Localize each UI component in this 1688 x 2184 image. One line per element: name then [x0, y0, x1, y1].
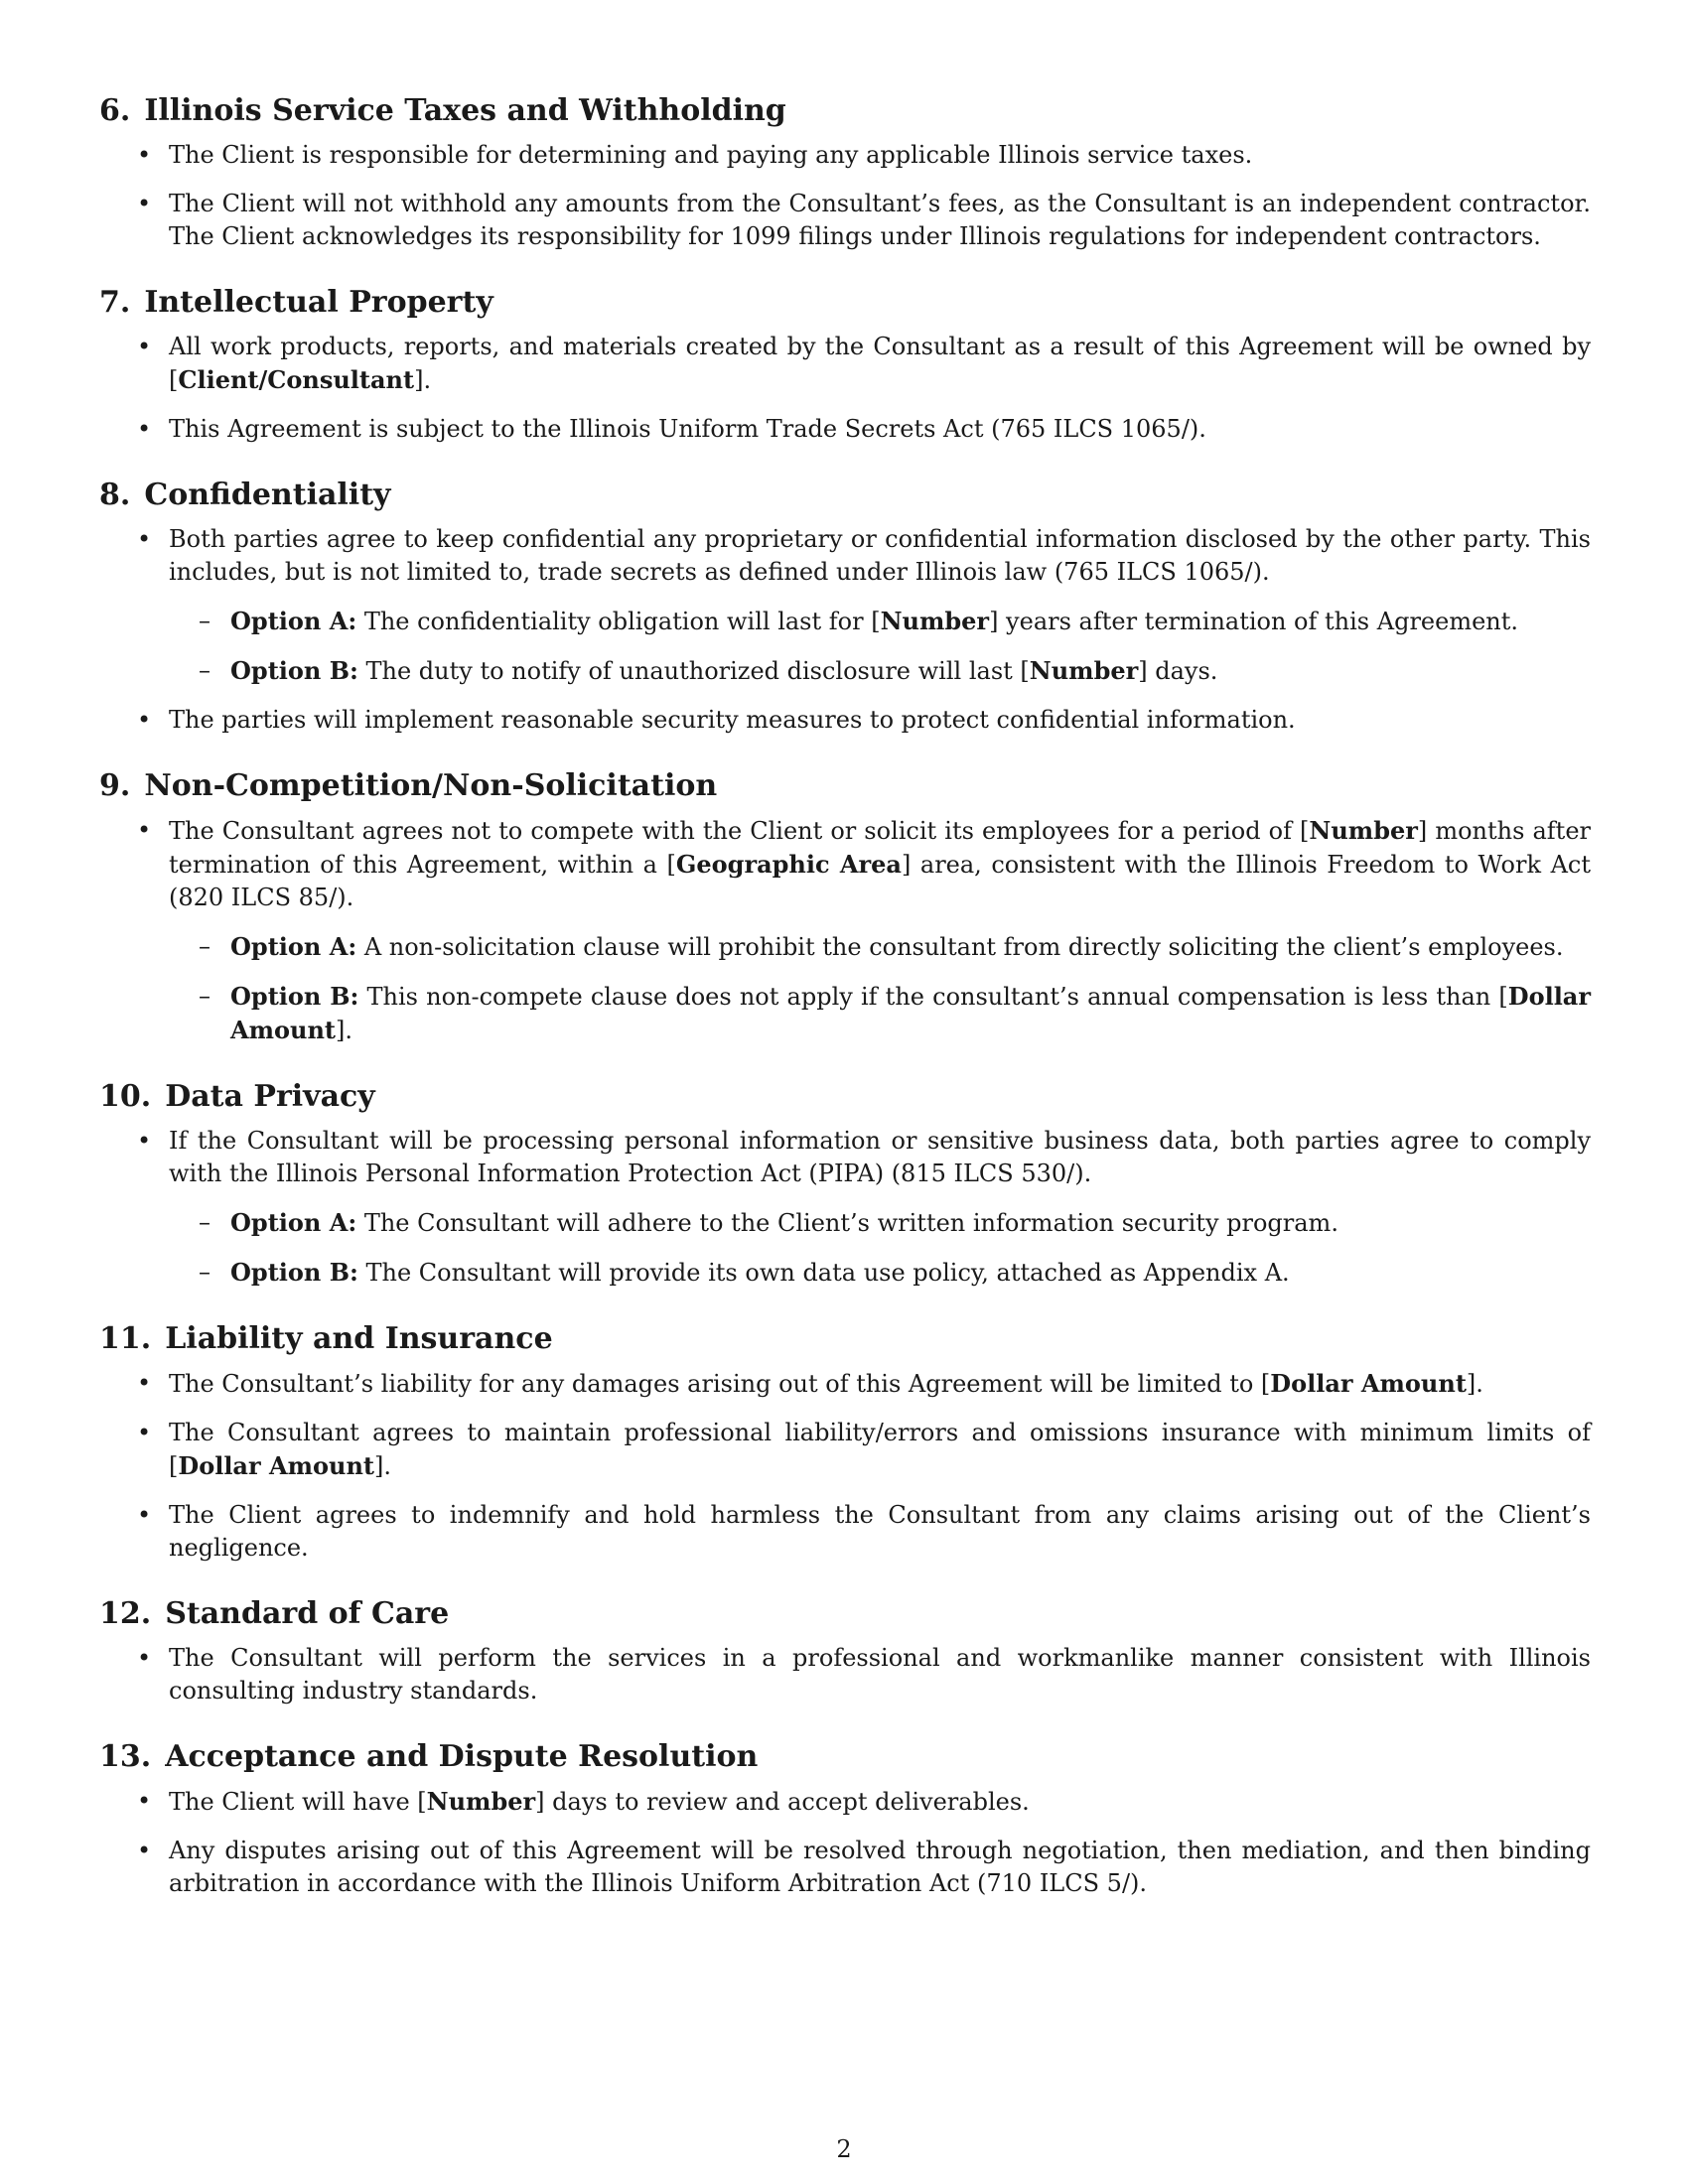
list-item [99, 331, 1591, 397]
section-heading [99, 1594, 1591, 1634]
section-number: 8. [99, 478, 131, 512]
list-item [99, 1367, 1591, 1401]
placeholder-field: Dollar Amount [1270, 1369, 1467, 1398]
bullet-list [99, 1785, 1591, 1900]
text: A non-solicitation clause will prohibit the consultant from directly soliciting the client’s employees. [356, 933, 1564, 961]
list-item [99, 523, 1591, 688]
bullet-list [99, 139, 1591, 253]
text: The Consultant’s liability for any damages arising out of this Agreement will be limited to [ [169, 1370, 1271, 1398]
section-title: Confidentiality [144, 478, 391, 512]
option-label: Option B: [230, 656, 358, 685]
option-item [169, 1256, 1591, 1290]
section-9 [99, 766, 1591, 1047]
section-heading [99, 1077, 1591, 1117]
text: The confidentiality obligation will last for [ [356, 608, 881, 635]
list-item: • The parties will implement reasonable security measures to protect confidential information. [99, 704, 1591, 737]
option-list [169, 930, 1591, 1047]
section-13 [99, 1737, 1591, 1900]
list-item: • The Client is responsible for determining and paying any applicable Illinois service taxes. [99, 139, 1591, 172]
placeholder-field: Number [1309, 816, 1418, 845]
section-7 [99, 283, 1591, 446]
placeholder-field: Number [1029, 656, 1139, 685]
list-item [99, 1125, 1591, 1290]
option-label: Option B: [230, 1258, 358, 1287]
option-list [169, 1206, 1591, 1290]
section-title: Acceptance and Dispute Resolution [165, 1739, 759, 1774]
bullet-list [99, 814, 1591, 1047]
text: The Consultant will provide its own data use policy, attached as Appendix A. [357, 1259, 1290, 1287]
section-number: 6. [99, 93, 131, 128]
option-label: Option A: [230, 932, 357, 961]
section-12 [99, 1594, 1591, 1707]
option-label: Option B: [230, 982, 359, 1011]
list-item: • This Agreement is subject to the Illinois Uniform Trade Secrets Act (765 ILCS 1065/). [99, 413, 1591, 446]
text: ] area, consistent with the Illinois Freedom to Work Act (820 ILCS 85/). [169, 851, 1591, 911]
section-10 [99, 1077, 1591, 1290]
section-title: Illinois Service Taxes and Withholding [144, 93, 786, 128]
text: The duty to notify of unauthorized disclosure will last [ [357, 657, 1030, 685]
text: ] days to review and accept deliverables. [535, 1788, 1030, 1816]
text: ] years after termination of this Agreement. [989, 608, 1519, 635]
option-item [169, 980, 1591, 1047]
text: ] months after termination of this Agreement, within a [ [169, 817, 1591, 879]
section-number: 7. [99, 285, 131, 320]
option-list [169, 605, 1591, 688]
option-item [169, 930, 1591, 964]
section-8 [99, 476, 1591, 737]
placeholder-field: Dollar Amount [178, 1451, 374, 1480]
option-item [169, 605, 1591, 638]
section-6 [99, 91, 1591, 253]
list-item: • The Client will not withhold any amounts from the Consultant’s fees, as the Consultant is an independent contractor. The Client acknowledges its responsibility for 1099 filings under Illinois regulations for independent contractors. [99, 188, 1591, 253]
placeholder-field: Number [426, 1787, 536, 1816]
text: This non-compete clause does not apply if the consultant’s annual compensation is less than [ [358, 983, 1508, 1011]
section-number: 13. [99, 1739, 152, 1774]
placeholder-field: Number [880, 607, 990, 635]
placeholder-field: Client/Consultant [178, 365, 415, 394]
bullet-list [99, 1642, 1591, 1707]
page-number: 2 [836, 2135, 852, 2163]
list-item [99, 814, 1591, 1047]
text: ]. [336, 1017, 353, 1044]
section-title: Liability and Insurance [165, 1321, 553, 1356]
list-item: • Any disputes arising out of this Agreement will be resolved through negotiation, then mediation, and then binding arbitration in accordance with the Illinois Uniform Arbitration Act (710 ILCS 5/). [99, 1835, 1591, 1900]
option-label: Option A: [230, 607, 357, 635]
list-item: • The Client agrees to indemnify and hold harmless the Consultant from any claims arising out of the Client’s negligence. [99, 1499, 1591, 1565]
bullet-list [99, 1367, 1591, 1565]
section-heading [99, 476, 1591, 515]
text: The Consultant agrees to maintain professional liability/errors and omissions insurance with minimum limits of [ [169, 1419, 1591, 1480]
option-item [169, 1206, 1591, 1240]
section-title: Non-Competition/Non-Solicitation [144, 768, 718, 803]
text: ]. [1466, 1370, 1483, 1398]
section-heading [99, 283, 1591, 323]
section-heading [99, 1737, 1591, 1777]
text: If the Consultant will be processing personal information or sensitive business data, both parties agree to comply with the Illinois Personal Information Protection Act (PIPA) (815 ILCS 530/). [169, 1127, 1591, 1187]
document-page [99, 91, 1591, 1930]
placeholder-field: Dollar Amount [230, 982, 1591, 1044]
section-title: Intellectual Property [144, 285, 493, 320]
text: ] days. [1138, 657, 1218, 685]
text: The Client will have [ [169, 1788, 427, 1816]
section-heading [99, 766, 1591, 806]
list-item [99, 1417, 1591, 1483]
placeholder-field: Geographic Area [675, 850, 902, 879]
section-number: 10. [99, 1079, 152, 1114]
text: The Consultant agrees not to compete with the Client or solicit its employees for a period of [ [169, 817, 1310, 845]
text: All work products, reports, and materials created by the Consultant as a result of this Agreement will be owned by [ [169, 333, 1591, 394]
section-title: Standard of Care [165, 1596, 450, 1631]
text: Both parties agree to keep confidential any proprietary or confidential information disclosed by the other party. This includes, but is not limited to, trade secrets as defined under Illinois law (765 ILCS 1065/). [169, 525, 1591, 586]
section-number: 11. [99, 1321, 152, 1356]
option-label: Option A: [230, 1208, 357, 1237]
option-item [169, 654, 1591, 688]
bullet-list [99, 523, 1591, 737]
text: ]. [374, 1452, 391, 1480]
text: ]. [414, 366, 432, 394]
list-item [99, 1785, 1591, 1819]
section-title: Data Privacy [165, 1079, 375, 1114]
text: The Consultant will adhere to the Client’s written information security program. [356, 1209, 1338, 1237]
section-11 [99, 1319, 1591, 1565]
section-heading [99, 91, 1591, 131]
bullet-list [99, 1125, 1591, 1290]
section-number: 9. [99, 768, 131, 803]
section-heading [99, 1319, 1591, 1359]
list-item: • The Consultant will perform the services in a professional and workmanlike manner consistent with Illinois consulting industry standards. [99, 1642, 1591, 1707]
bullet-list [99, 331, 1591, 446]
section-number: 12. [99, 1596, 152, 1631]
